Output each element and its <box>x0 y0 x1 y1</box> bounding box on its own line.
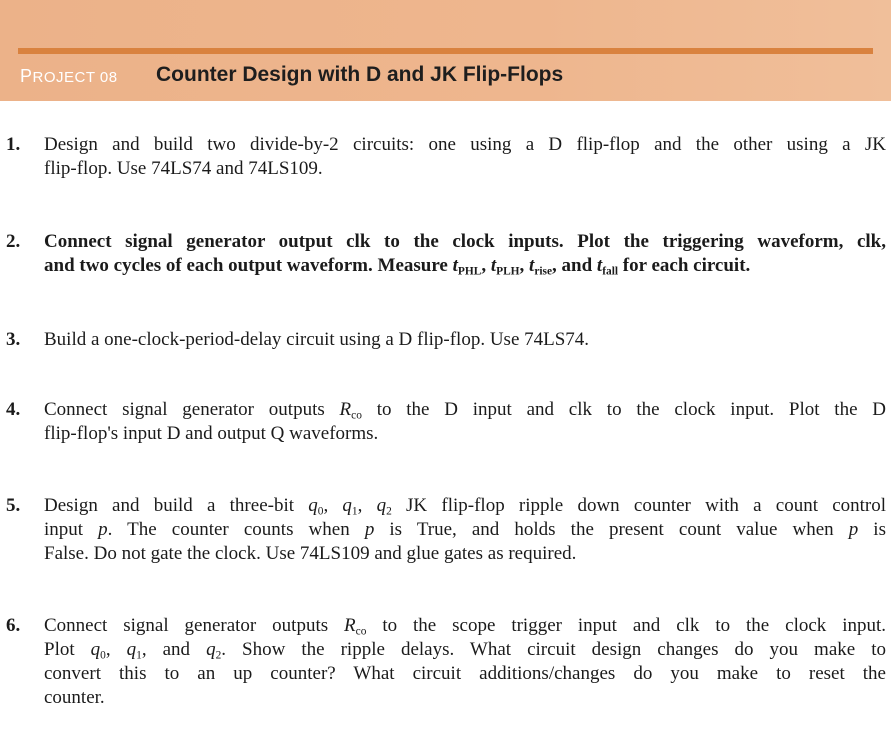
header-divider-rule <box>18 48 873 54</box>
item-line: convert this to an up counter? What circuit additions/changes do you make to reset the <box>44 663 886 684</box>
item-line: Plot $q_0$, $q_1$, and $q_2$. Show the ripple delays. What circuit design changes do you make to <box>44 639 886 662</box>
item-line: Connect signal generator outputs $R_{co}$ to the scope trigger input and clk to the clock input. <box>44 615 887 638</box>
item-text <box>44 614 886 710</box>
item-number: 4. <box>6 399 21 420</box>
item-text <box>44 328 886 352</box>
item-line: False. Do not gate the clock. Use 74LS109 and glue gates as required. <box>44 543 577 564</box>
item-line: Connect signal generator outputs $R_{co}$ to the D input and clk to the clock input. Plot the D <box>44 399 887 422</box>
item-line: Connect signal generator output clk to the clock inputs. Plot the triggering waveform, clk, <box>44 231 886 252</box>
item-number: 2. <box>6 231 21 252</box>
project-title: Counter Design with D and JK Flip-Flops <box>156 63 564 86</box>
item-line: and two cycles of each output waveform. Measure $t_{PHL}$, $t_{PLH}$, $t_{rise}$, and $t_{fall}$ for each circuit. <box>44 255 751 278</box>
item-number: 3. <box>6 329 21 350</box>
item-line: flip-flop's input D and output Q waveforms. <box>44 423 379 444</box>
item-text <box>44 494 886 566</box>
item-number: 5. <box>6 495 21 516</box>
item-number: 1. <box>6 134 21 155</box>
item-line: Build a one-clock-period-delay circuit using a D flip-flop. Use 74LS74. <box>44 329 590 350</box>
item-text <box>44 230 886 278</box>
item-line: Design and build a three-bit $q_0$, $q_1$, $q_2$ JK flip-flop ripple down counter with a count control <box>44 495 887 518</box>
project-label: PROJECT 08 <box>20 66 118 86</box>
item-text <box>44 133 886 181</box>
item-line: Design and build two divide-by-2 circuits: one using a D flip-flop and the other using a JK <box>44 134 886 155</box>
item-line: flip-flop. Use 74LS74 and 74LS109. <box>44 158 323 179</box>
item-line: counter. <box>44 687 105 708</box>
item-text <box>44 398 886 446</box>
item-line: input p. The counter counts when p is True, and holds the present count value when p is <box>44 519 886 540</box>
item-number: 6. <box>6 615 21 636</box>
